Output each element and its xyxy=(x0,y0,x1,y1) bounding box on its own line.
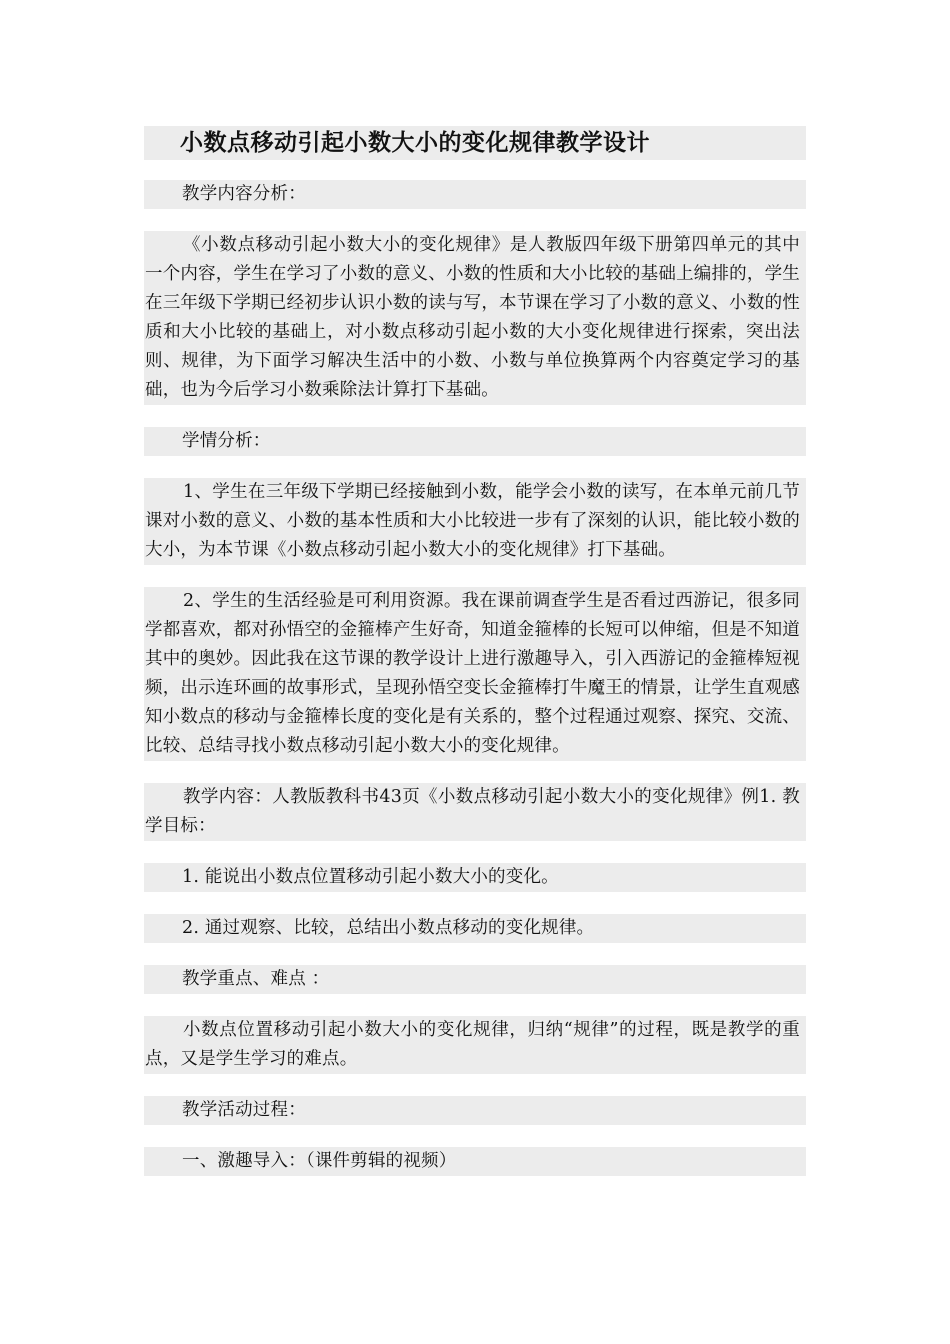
key-points-heading: 教学重点、难点 ： xyxy=(144,965,806,994)
spacer xyxy=(144,841,806,863)
spacer xyxy=(144,761,806,783)
process-heading: 教学活动过程： xyxy=(144,1096,806,1125)
learner-analysis-heading: 学情分析： xyxy=(144,427,806,456)
spacer xyxy=(144,943,806,965)
spacer xyxy=(144,405,806,427)
document-body xyxy=(144,126,806,1176)
spacer xyxy=(144,456,806,478)
step-1-heading: 一、激趣导入：（课件剪辑的视频） xyxy=(144,1147,806,1176)
learner-point-1: 1、学生在三年级下学期已经接触到小数，能学会小数的读写，在本单元前几节课对小数的意义、小数的基本性质和大小比较进一步有了深刻的认识，能比较小数的大小，为本节课《小数点移动引起小数大小的变化规律》打下基础。 xyxy=(144,478,806,565)
teaching-goal-2: 2. 通过观察、比较，总结出小数点移动的变化规律。 xyxy=(144,914,806,943)
spacer xyxy=(144,160,806,180)
key-points-paragraph: 小数点位置移动引起小数大小的变化规律，归纳“规律”的过程，既是教学的重点，又是学生学习的难点。 xyxy=(144,1016,806,1074)
document-title: 小数点移动引起小数大小的变化规律教学设计 xyxy=(144,126,806,160)
spacer xyxy=(144,1125,806,1147)
spacer xyxy=(144,994,806,1016)
spacer xyxy=(144,1074,806,1096)
teaching-goal-1: 1. 能说出小数点位置移动引起小数大小的变化。 xyxy=(144,863,806,892)
learner-point-2: 2、学生的生活经验是可利用资源。我在课前调查学生是否看过西游记，很多同学都喜欢，都对孙悟空的金箍棒产生好奇，知道金箍棒的长短可以伸缩，但是不知道其中的奥妙。因此我在这节课的教学设计上进行激趣导入，引入西游记的金箍棒短视频，出示连环画的故事形式，呈现孙悟空变长金箍棒打牛魔王的情景，让学生直观感知小数点的移动与金箍棒长度的变化是有关系的，整个过程通过观察、探究、交流、比较、总结寻找小数点移动引起小数大小的变化规律。 xyxy=(144,587,806,761)
content-analysis-heading: 教学内容分析： xyxy=(144,180,806,209)
content-analysis-paragraph: 《小数点移动引起小数大小的变化规律》是人教版四年级下册第四单元的其中一个内容，学生在学习了小数的意义、小数的性质和大小比较的基础上编排的，学生在三年级下学期已经初步认识小数的读与写，本节课在学习了小数的意义、小数的性质和大小比较的基础上，对小数点移动引起小数的大小变化规律进行探索，突出法则、规律，为下面学习解决生活中的小数、小数与单位换算两个内容奠定学习的基础，也为今后学习小数乘除法计算打下基础。 xyxy=(144,231,806,405)
spacer xyxy=(144,209,806,231)
spacer xyxy=(144,565,806,587)
teaching-content-paragraph: 教学内容：人教版教科书43页《小数点移动引起小数大小的变化规律》例1. 教学目标： xyxy=(144,783,806,841)
spacer xyxy=(144,892,806,914)
